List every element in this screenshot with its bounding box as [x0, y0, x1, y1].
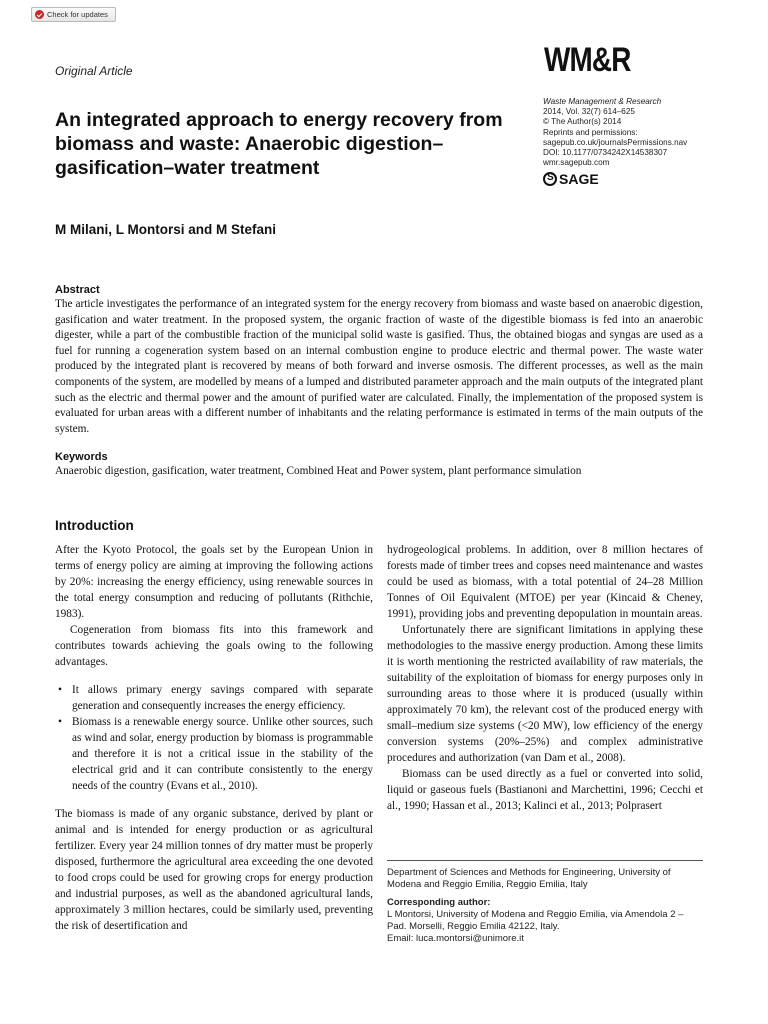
paragraph: Cogeneration from biomass fits into this framework and contributes towards achieving the goals owing to the following advantages. — [55, 624, 373, 668]
affiliation-footnote — [387, 860, 703, 945]
body-column-right — [387, 542, 703, 814]
journal-doi[interactable]: DOI: 10.1177/0734242X14538307 — [543, 148, 668, 158]
journal-volume: 2014, Vol. 32(7) 614–625 — [543, 107, 635, 117]
journal-logo: WM&R — [544, 41, 631, 79]
corresponding-author-label: Corresponding author: — [387, 897, 491, 908]
publisher-logo — [543, 171, 599, 187]
advantages-list — [55, 682, 373, 794]
corresponding-author-address: L Montorsi, University of Modena and Reggio Emilia, via Amendola 2 – Pad. Morselli, Reggio Emilia 42122, Italy. — [387, 909, 684, 932]
affiliation-department: Department of Sciences and Methods for Engineering, University of Modena and Reggio Emilia, Reggio Emilia, Italy — [387, 867, 671, 890]
paragraph: Biomass can be used directly as a fuel or converted into solid, liquid or gaseous fuels (Bastianoni and Marchettini, 1996; Cecchi et al., 1990; Hassan et al., 2013; Kalinci et al., 2013; Polprasert — [387, 768, 703, 812]
journal-name: Waste Management & Research — [543, 97, 662, 106]
keywords-text: Anaerobic digestion, gasification, water treatment, Combined Heat and Power system, plant performance simulation — [55, 465, 582, 477]
list-item: • It allows primary energy savings compared with separate generation and consequently increases the energy efficiency. — [55, 682, 373, 714]
check-updates-label: Check for updates — [47, 10, 108, 19]
journal-copyright: © The Author(s) 2014 — [543, 117, 622, 127]
abstract-heading: Abstract — [55, 284, 100, 296]
check-for-updates-button[interactable] — [31, 7, 116, 22]
body-column-left — [55, 542, 373, 934]
journal-site[interactable]: wmr.sagepub.com — [543, 158, 610, 168]
article-type: Original Article — [55, 64, 133, 78]
publisher-name: SAGE — [559, 171, 599, 187]
paragraph: The biomass is made of any organic substance, derived by plant or animal and is intended for energy production or as agricultural fertilizer. Every year 24 million tonnes of dry matter must be properly disposed, furthermore the agricultural area exceeding the one devoted to food crops could be used for growing crops for energy production and industrial purposes, as well as the abandoned agricultural lands, approximately 3 million hectares, could be similarly used, preventing the risk of desertification and — [55, 808, 373, 932]
sage-logo-icon — [543, 172, 557, 186]
abstract-text: The article investigates the performance of an integrated system for the energy recovery from biomass and waste based on anaerobic digestion, gasification and water treatment. In the proposed system, the organic fraction of waste of the digestible biomass is fed into an anaerobic digester, while a part of the combustible fraction of the municipal solid waste is gasified. Thus, the obtained biogas and syngas are used as a fuel for running a cogeneration system based on an internal combustion engine to produce electric and thermal power. The waste water produced by the integrated plant is recovered by means of both forward and inverse osmosis. The different processes, as well as the main components of the system, are modelled by means of a lumped and distributed parameter approach and the main outputs of the integrated plant such as the electric and thermal power and the amount of purified water are calculated. Finally, the implementation of the proposed system is evaluated for urban areas with a different number of inhabitants and the relating performance is estimated in terms of the main outputs of the system. — [55, 298, 703, 435]
journal-reprints-link[interactable]: sagepub.co.uk/journalsPermissions.nav — [543, 137, 688, 147]
journal-meta — [543, 97, 687, 168]
list-item: • Biomass is a renewable energy source. Unlike other sources, such as wind and solar, energy production by biomass is programmable and therefore it is not a critical issue in the stability of the electrical grid and it can contribute consistently to the energy needs of the country (Evans et al., 2010). — [55, 714, 373, 794]
check-updates-icon — [35, 10, 44, 19]
paragraph: Unfortunately there are significant limitations in applying these methodologies to the massive energy production. Among these limits it is worth mentioning the restricted availability of raw materials, the suitability of the exploitation of biomass for energy purposes only in surrounding areas to those where it is produced (usually within approximately 70 km), the relevant cost of the produced energy with small–medium size systems (<20 MW), low efficiency of the energy conversion systems (20%–25%) and complex administrative procedures and authorization (van Dam et al., 2008). — [387, 624, 703, 764]
author-list: M Milani, L Montorsi and M Stefani — [55, 222, 277, 237]
article-title: An integrated approach to energy recovery from biomass and waste: Anaerobic digestion–gasification–water treatment — [55, 109, 503, 179]
journal-reprints: Reprints and permissions: — [543, 127, 638, 137]
corresponding-author-email[interactable]: Email: luca.montorsi@unimore.it — [387, 933, 524, 944]
introduction-heading: Introduction — [55, 518, 134, 533]
paragraph: hydrogeological problems. In addition, over 8 million hectares of forests made of timber trees and copses need maintenance and wastes could be used as biomass, with a total potential of 24–28 Million Tonnes of Oil Equivalent (MTOE) per year (Kincaid & Cheney, 1991), providing jobs and preventing depopulation in mountain areas. — [387, 544, 703, 620]
keywords-heading: Keywords — [55, 451, 108, 463]
paragraph: After the Kyoto Protocol, the goals set by the European Union in terms of energy policy are aiming at improving the following actions by 20%: increasing the energy efficiency, using renewable sources in the total energy consumption and reducing of pollutants (Rithchie, 1983). — [55, 544, 373, 620]
